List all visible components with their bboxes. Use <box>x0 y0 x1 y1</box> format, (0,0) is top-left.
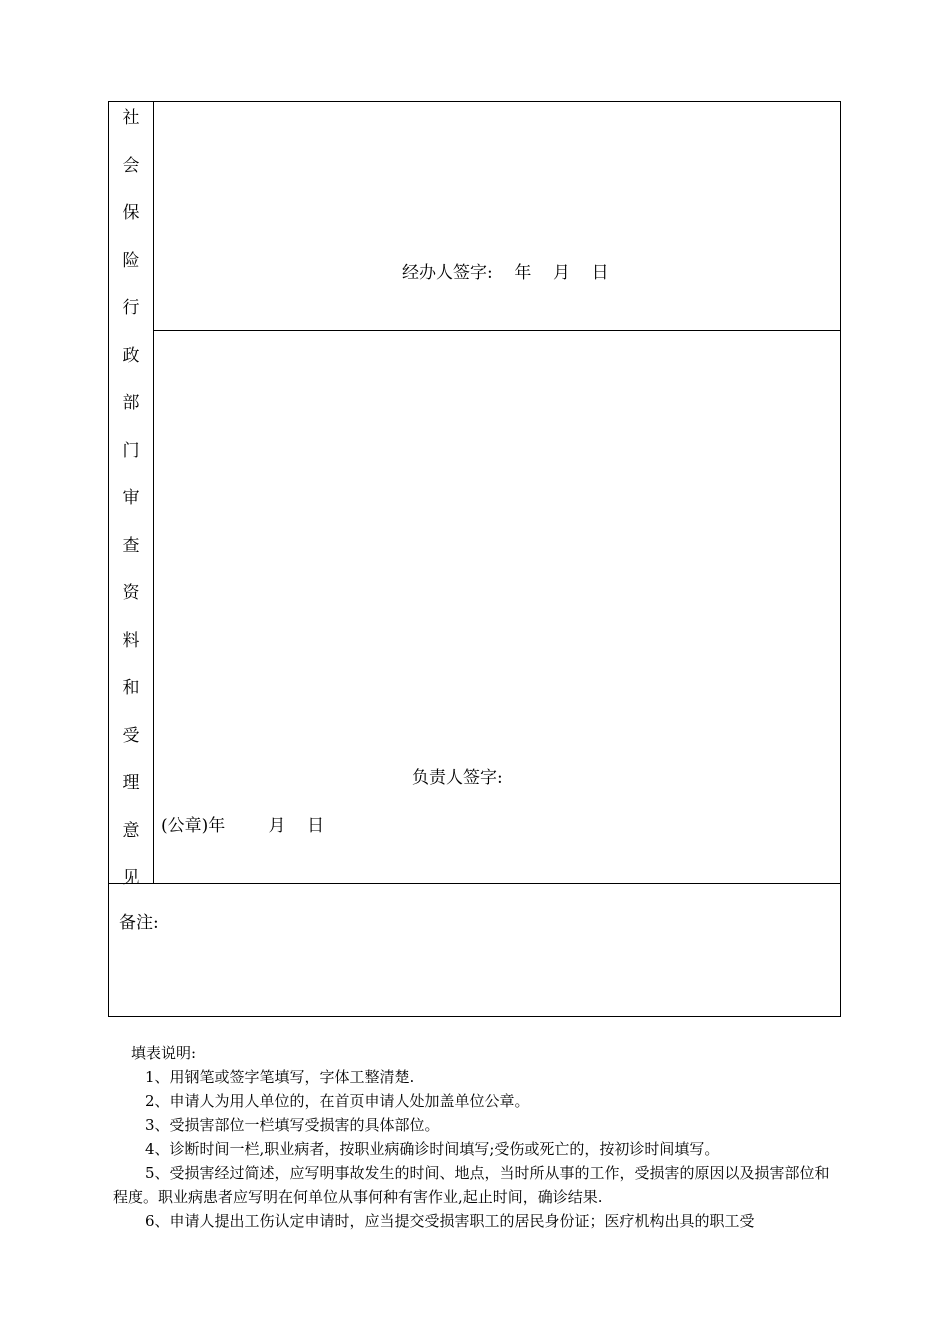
instruction-item: 1、用钢笔或签字笔填写，字体工整清楚. <box>145 1068 415 1086</box>
row-divider-remarks <box>109 883 840 884</box>
label-char: 政 <box>122 345 140 366</box>
column-divider <box>153 102 154 883</box>
responsible-signature-line[interactable]: 负责人签字: <box>412 768 503 788</box>
label-char: 和 <box>122 678 140 698</box>
review-form-table <box>108 101 841 1017</box>
label-char: 社 <box>122 108 140 128</box>
remarks-label: 备注: <box>119 913 159 933</box>
label-char: 会 <box>122 155 140 176</box>
handler-signature-line[interactable]: 经办人签字: 年 月 日 <box>402 263 609 283</box>
instruction-item: 6、申请人提出工伤认定申请时，应当提交受损害职工的居民身份证；医疗机构出具的职工受 <box>145 1212 755 1230</box>
label-char: 部 <box>122 393 140 413</box>
label-char: 查 <box>122 535 140 556</box>
label-char: 理 <box>122 773 140 793</box>
label-char: 见 <box>122 868 140 888</box>
seal-date-line[interactable]: (公章)年 月 日 <box>161 816 325 836</box>
instruction-item: 3、受损害部位一栏填写受损害的具体部位。 <box>145 1116 440 1134</box>
vertical-section-label <box>109 104 153 912</box>
label-char: 保 <box>122 203 140 223</box>
label-char: 料 <box>122 630 140 651</box>
label-char: 资 <box>122 583 140 603</box>
instruction-item: 5、受损害经过简述，应写明事故发生的时间、地点，当时所从事的工作，受损害的原因以及损害部位和程度。职业病患者应写明在何单位从事何种有害作业,起止时间，确诊结果. <box>113 1164 830 1206</box>
label-char: 险 <box>122 250 140 271</box>
filling-instructions <box>113 1041 833 1233</box>
instruction-item: 4、诊断时间一栏,职业病者，按职业病确诊时间填写;受伤或死亡的，按初诊时间填写。 <box>145 1140 720 1158</box>
row-divider-middle <box>153 330 841 331</box>
label-char: 审 <box>122 488 140 508</box>
instruction-item: 2、申请人为用人单位的，在首页申请人处加盖单位公章。 <box>145 1092 530 1110</box>
label-char: 受 <box>122 725 140 746</box>
label-char: 行 <box>122 298 140 318</box>
label-char: 门 <box>122 440 140 461</box>
label-char: 意 <box>122 820 140 841</box>
instructions-title: 填表说明: <box>131 1044 197 1062</box>
